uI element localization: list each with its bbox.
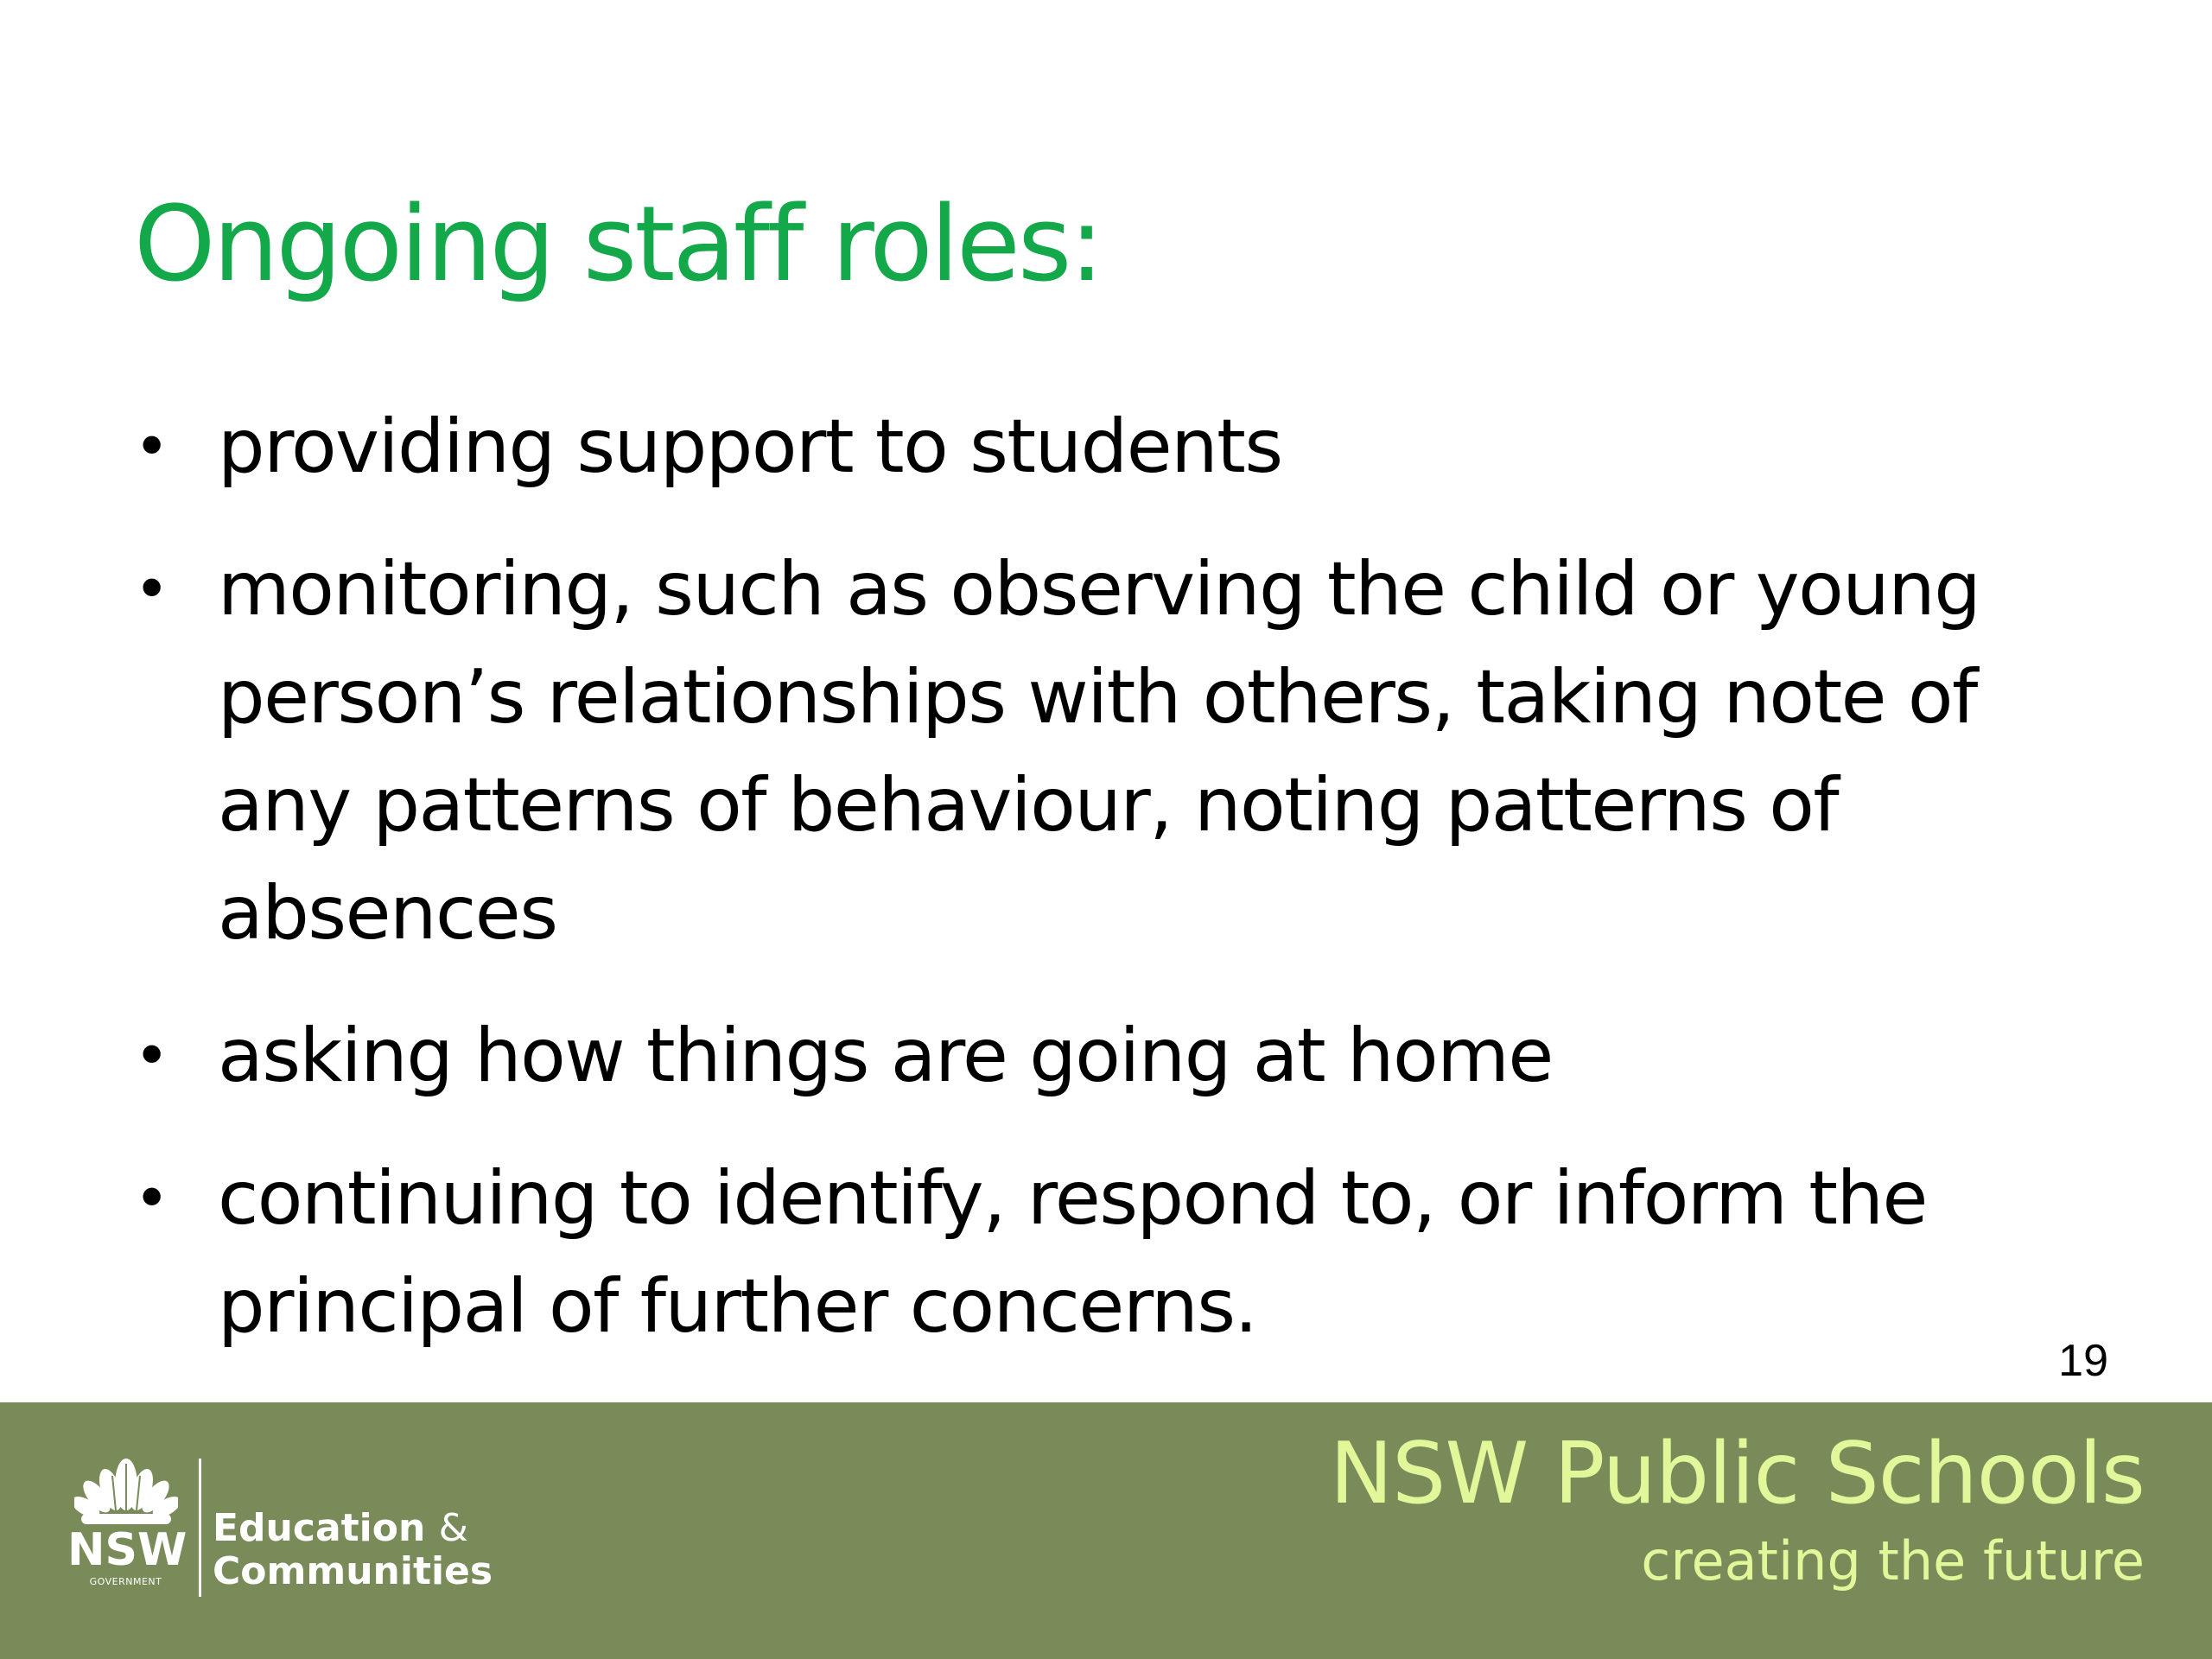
brand-tagline: creating the future <box>1641 1529 2145 1592</box>
nsw-education-logo <box>67 1450 517 1605</box>
waratah-icon <box>74 1450 178 1528</box>
bullet-item <box>134 536 2078 968</box>
nsw-government-emblem <box>67 1450 188 1605</box>
page-number: 19 <box>2058 1336 2108 1386</box>
department-name <box>213 1507 493 1593</box>
bullet-text: asking how things are going at home <box>218 1013 1553 1099</box>
department-line-1: Education <box>213 1506 426 1550</box>
nsw-wordmark: NSW <box>67 1524 188 1576</box>
department-ampersand: & <box>438 1506 468 1550</box>
logo-divider <box>199 1459 201 1597</box>
footer-banner <box>0 1402 2212 1659</box>
brand-name: NSW Public Schools <box>1329 1425 2145 1523</box>
bullet-icon: • <box>134 411 168 482</box>
bullet-item <box>134 1002 2078 1110</box>
bullet-item <box>134 393 2078 501</box>
bullet-text: monitoring, such as observing the child or young person’s relationships with others, taking note of any patterns of behaviour, noting patterns of absences <box>218 546 1980 957</box>
bullet-item <box>134 1145 2078 1361</box>
bullet-text: providing support to students <box>218 404 1282 490</box>
government-label: GOVERNMENT <box>89 1576 162 1587</box>
bullet-icon: • <box>134 1163 168 1234</box>
bullet-list <box>134 393 2078 1395</box>
bullet-text: continuing to identify, respond to, or inform the principal of further concerns. <box>218 1155 1927 1350</box>
slide-title: Ongoing staff roles: <box>134 185 1102 305</box>
department-line-2: Communities <box>213 1549 493 1593</box>
bullet-icon: • <box>134 554 168 625</box>
bullet-icon: • <box>134 1020 168 1091</box>
